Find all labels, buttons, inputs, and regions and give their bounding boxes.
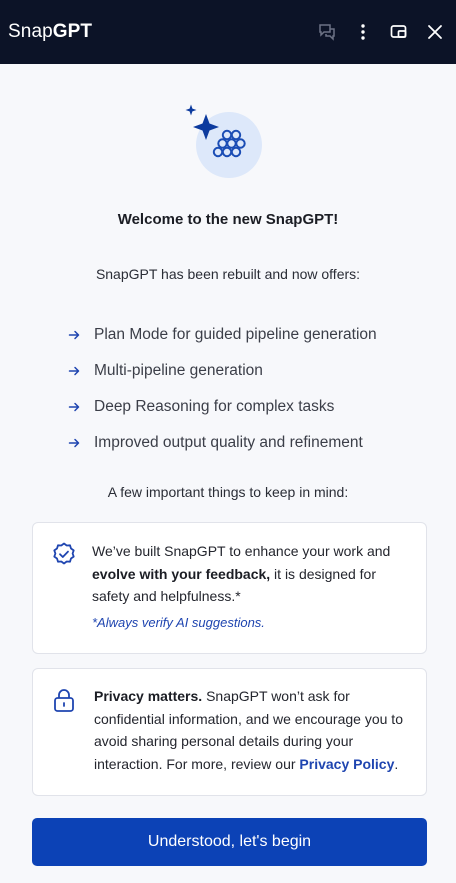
feature-item <box>68 425 377 461</box>
feature-label: Multi-pipeline generation <box>94 362 263 379</box>
title-bar <box>0 0 456 64</box>
close-icon[interactable] <box>424 21 446 43</box>
snapgpt-hero-icon <box>185 104 265 184</box>
feature-item <box>68 317 377 353</box>
arrow-right-icon <box>68 401 94 413</box>
safety-notice-card <box>32 522 427 654</box>
arrow-right-icon <box>68 329 94 341</box>
feature-list <box>68 317 377 461</box>
welcome-panel <box>0 64 456 883</box>
verified-badge-icon <box>51 541 77 567</box>
lock-icon <box>51 687 77 713</box>
arrow-right-icon <box>68 365 94 377</box>
verify-note: *Always verify AI suggestions. <box>92 614 265 630</box>
privacy-policy-link[interactable]: Privacy Policy <box>299 755 395 772</box>
feature-item <box>68 353 377 389</box>
feature-item <box>68 389 377 425</box>
safety-notice-text: We’ve built SnapGPT to enhance your work and evolve with your feedback, it is designed for safety and helpfulness.* *Always verify AI suggestions. <box>92 540 408 634</box>
pop-out-icon[interactable] <box>388 21 410 43</box>
feature-label: Deep Reasoning for complex tasks <box>94 398 335 415</box>
arrow-right-icon <box>68 437 94 449</box>
privacy-notice-text: Privacy matters. SnapGPT won’t ask for confidential information, and we encourage you to avoid sharing personal details during your interaction. For more, review our Privacy Policy. <box>94 688 403 772</box>
feature-label: Improved output quality and refinement <box>94 434 363 451</box>
window-actions <box>316 21 448 43</box>
feature-label: Plan Mode for guided pipeline generation <box>94 326 377 343</box>
keep-in-mind-heading: A few important things to keep in mind: <box>107 484 349 500</box>
chat-history-icon[interactable] <box>316 21 338 43</box>
privacy-notice-card <box>32 668 427 796</box>
more-vertical-icon[interactable] <box>352 21 374 43</box>
welcome-intro: SnapGPT has been rebuilt and now offers: <box>95 266 361 282</box>
app-title: SnapGPT <box>8 21 93 42</box>
welcome-title: Welcome to the new SnapGPT! <box>117 211 339 228</box>
understood-button[interactable]: Understood, let's begin <box>32 818 427 866</box>
